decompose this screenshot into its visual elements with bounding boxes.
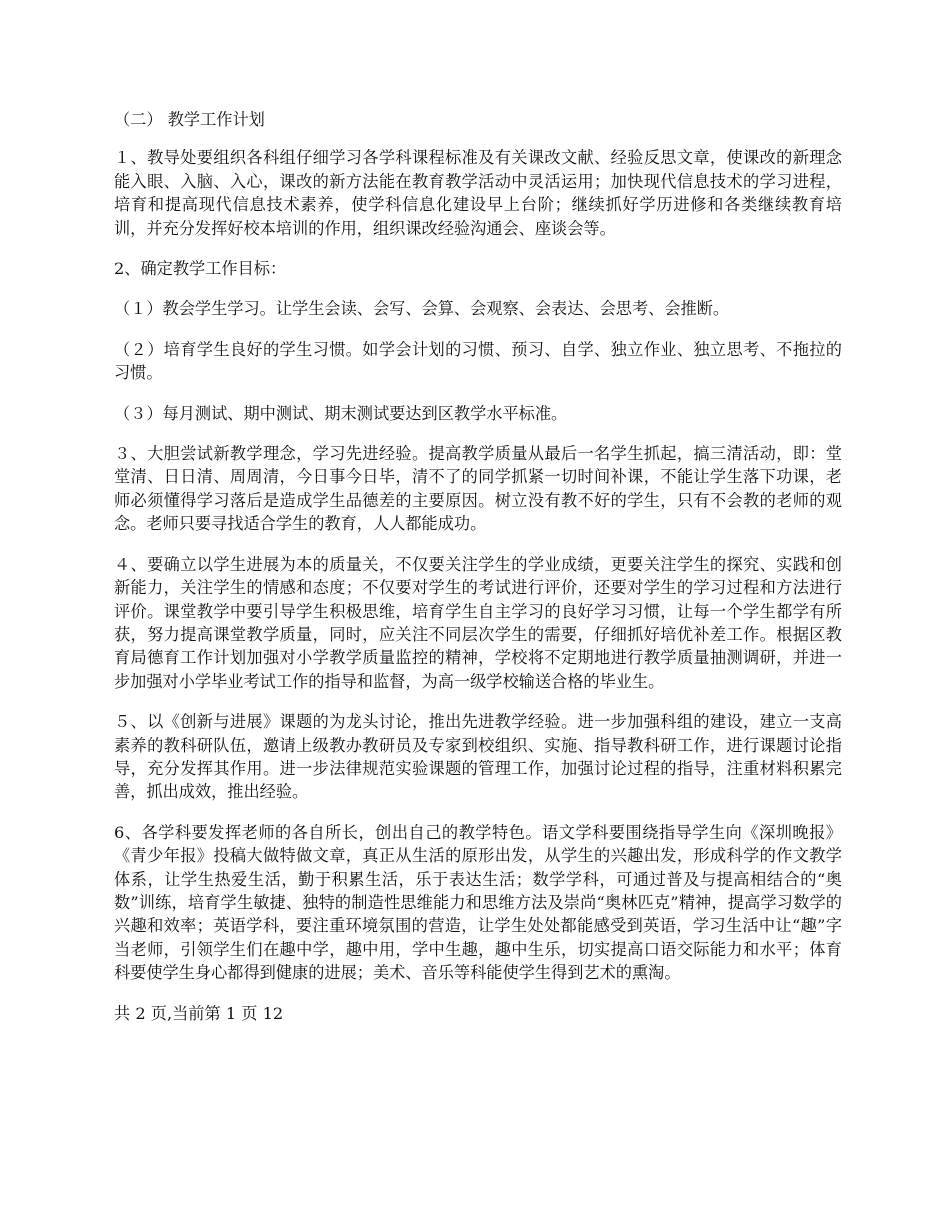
paragraph-5: （３）每月测试、期中测试、期末测试要达到区教学水平标准。 — [114, 403, 568, 423]
paragraph-9: 6、各学科要发挥老师的各自所长，创出自己的教学特色。语文学科要围绕指导学生向《深圳晚报》《青少年报》投稿大做特做文章，真正从生活的原形出发，从学生的兴趣出发，形成科学的作文教学体系，让学生热爱生活，勤于积累生活，乐于表达生活；数学学科，可通过普及与提高相结合的“奥数”训练，培育学生敏捷、独特的制造性思维能力和思维方法及崇尚“奥林匹克”精神，提高学习数学的兴趣和效率；英语学科，要注重环境氛围的营造，让学生处处都能感受到英语，学习生活中让“趣”字当老师，引领学生们在趣中学，趣中用，学中生趣，趣中生乐，切实提高口语交际能力和水平；体育科要使学生身心都得到健康的进展；美术、音乐等科能使学生得到艺术的熏淘。 — [114, 822, 842, 983]
paragraph-2: 2、确定教学工作目标： — [114, 259, 287, 279]
paragraph-4: （２）培育学生良好的学生习惯。如学会计划的习惯、预习、自学、独立作业、独立思考、不拖拉的习惯。 — [114, 339, 842, 383]
paragraph-8: ５、以《创新与进展》课题的为龙头讨论，推出先进教学经验。进一步加强科组的建设，建立一支高素养的教科研队伍，邀请上级教办教研员及专家到校组织、实施、指导教科研工作，进行课题讨论指导，充分发挥其作用。进一步法律规范实验课题的管理工作，加强讨论过程的指导，注重材料积累完善，抓出成效，推出经验。 — [114, 712, 842, 802]
paragraph-7: ４、要确立以学生进展为本的质量关，不仅要关注学生的学业成绩，更要关注学生的探究、实践和创新能力，关注学生的情感和态度；不仅要对学生的考试进行评价，还要对学生的学习过程和方法进行评价。课堂教学中要引导学生积极思维，培育学生自主学习的良好学习习惯，让每一个学生都学有所获，努力提高课堂教学质量，同时，应关注不同层次学生的需要，仔细抓好培优补差工作。根据区教育局德育工作计划加强对小学教学质量监控的精神，学校将不定期地进行教学质量抽测调研，并进一步加强对小学毕业考试工作的指导和监督，为高一级学校输送合格的毕业生。 — [114, 554, 842, 691]
paragraph-6: ３、大胆尝试新教学理念，学习先进经验。提高教学质量从最后一名学生抓起，搞三清活动，即：堂堂清、日日清、周周清，今日事今日毕，清不了的同学抓紧一切时间补课，不能让学生落下功课，老师必须懂得学习落后是造成学生品德差的主要原因。树立没有教不好的学生，只有不会教的老师的观念。老师只要寻找适合学生的教育，人人都能成功。 — [114, 444, 842, 534]
paragraph-1: １、教导处要组织各科组仔细学习各学科课程标准及有关课改文献、经验反思文章，使课改的新理念能入眼、入脑、入心，课改的新方法能在教育教学活动中灵活运用；加快现代信息技术的学习进程，培育和提高现代信息技术素养，使学科信息化建设早上台阶；继续抓好学历进修和各类继续教育培训，并充分发挥好校本培训的作用，组织课改经验沟通会、座谈会等。 — [114, 148, 842, 238]
page-footer: 共 2 页,当前第 1 页 12 — [114, 1003, 284, 1023]
paragraph-3: （１）教会学生学习。让学生会读、会写、会算、会观察、会表达、会思考、会推断。 — [114, 299, 730, 319]
document-page — [114, 108, 842, 1042]
section-heading: （二） 教学工作计划 — [114, 110, 265, 129]
